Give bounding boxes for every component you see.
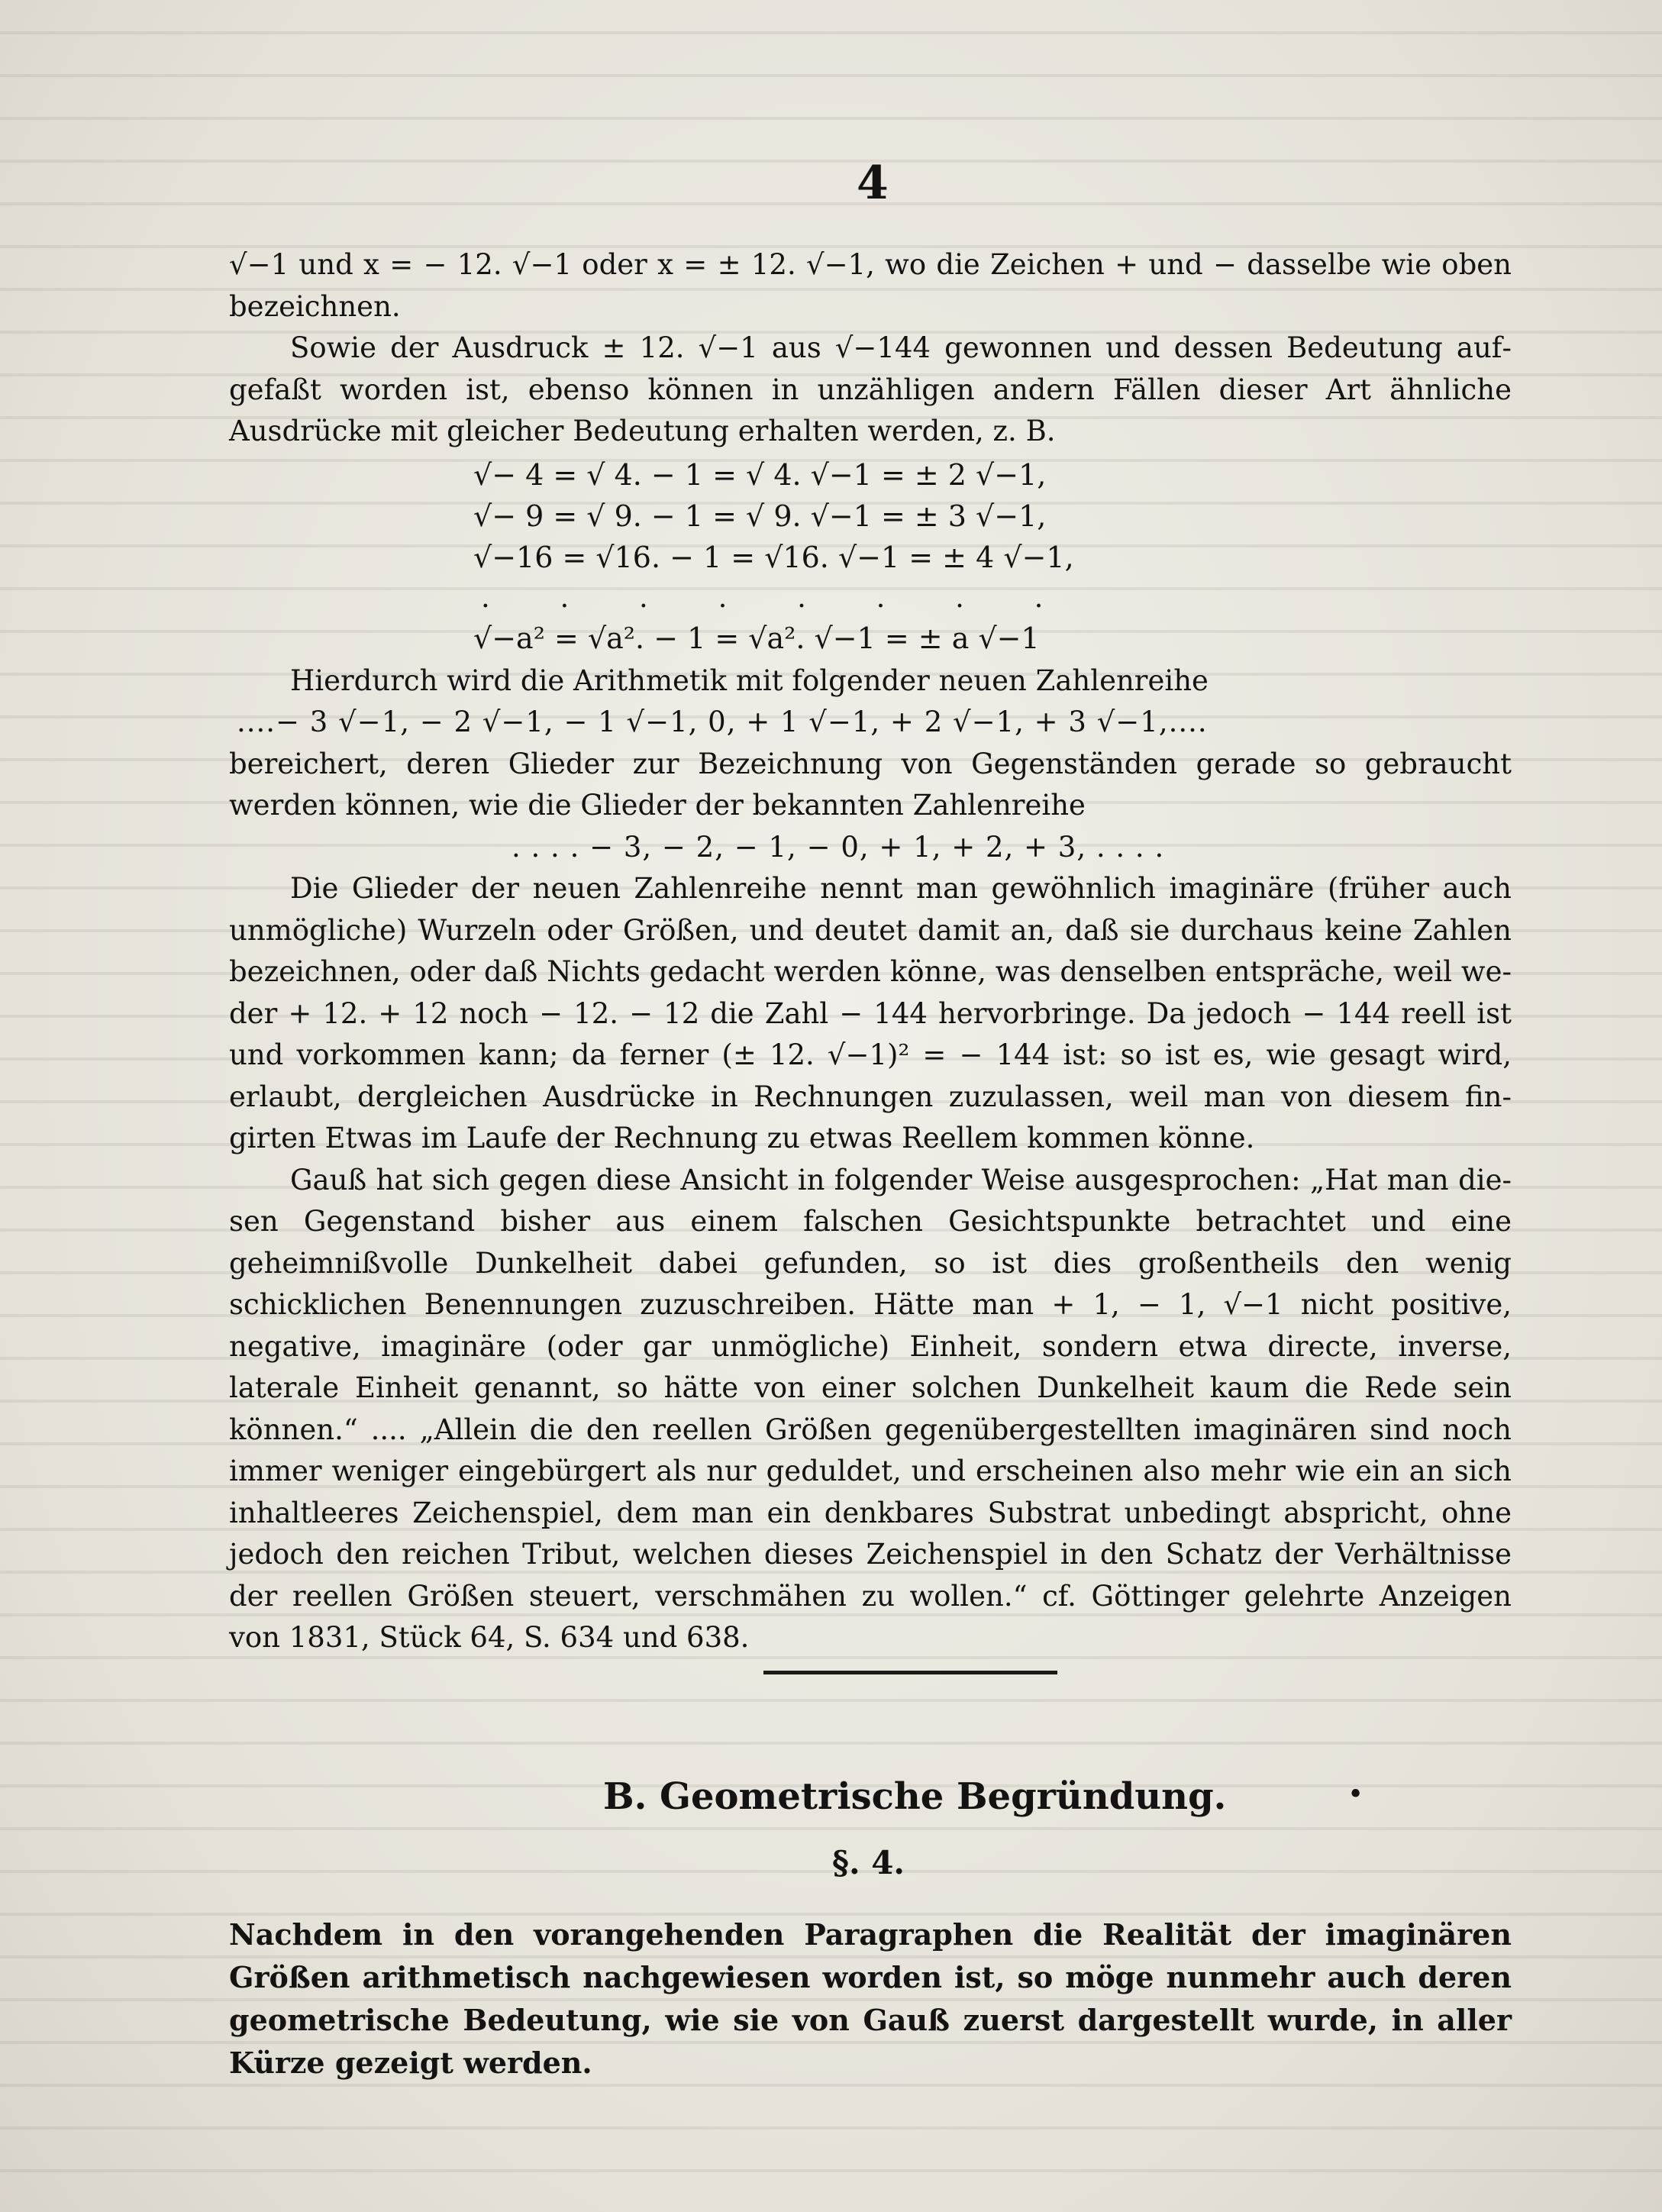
body-text: [229, 244, 1512, 1659]
real-number-series: . . . . − 3, − 2, − 1, − 0, + 1, + 2, + 3, . . . .: [512, 830, 1165, 864]
hierdurch-paragraph: Hierdurch wird die Arithmetik mit folgender neuen Zahlenreihe: [290, 664, 1209, 697]
imaginary-number-series: ....− 3 √−1, − 2 √−1, − 1 √−1, 0, + 1 √−1, + 2 √−1, + 3 √−1,....: [237, 706, 1208, 738]
equation-block: [473, 454, 1512, 578]
equation-line: √−16 = √16. − 1 = √16. √−1 = ± 4 √−1,: [473, 540, 1074, 574]
bullet-mark: •: [1347, 1779, 1364, 1810]
glieder-paragraph: Die Glieder der neuen Zahlenreihe nennt man gewöhnlich imaginäre (früher auch unmögliche) Wurzeln oder Größen, und deutet damit an, daß sie durchaus keine Zahlen bezeichnen, oder daß Nichts gedacht werden könne, was denselben entspräche, weil weder + 12. + 12 noch − 12. − 12 die Zahl − 144 hervorbringe. Da jedoch − 144 reell ist und vorkommen kann; da ferner (± 12. √−1)² = − 144 ist: so ist es, wie gesagt wird, erlaubt, dergleichen Ausdrücke in Rechnungen zuzulassen, weil man von diesem fingirten Etwas im Laufe der Rechnung zu etwas Reellem kommen könne.: [229, 872, 1512, 1154]
section-divider: [763, 1671, 1057, 1674]
page-number: 4: [857, 157, 889, 210]
equation-ellipsis: . . . . . . . .: [481, 580, 1074, 614]
general-equation: √−a² = √a². − 1 = √a². √−1 = ± a √−1: [473, 621, 1040, 655]
paragraph-number: §. 4.: [832, 1844, 905, 1881]
equation-line: √− 9 = √ 9. − 1 = √ 9. √−1 = ± 3 √−1,: [473, 499, 1047, 533]
gauss-quote-paragraph: Gauß hat sich gegen diese Ansicht in folgender Weise ausgesprochen: „Hat man diesen Gegenstand bisher aus einem falschen Gesichtspunkte betrachtet und eine geheimnißvolle Dunkelheit dabei gefunden, so ist dies großentheils den wenig schicklichen Benennungen zuzuschreiben. Hätte man + 1, − 1, √−1 nicht positive, negative, imaginäre (oder gar unmögliche) Einheit, sondern etwa directe, inverse, laterale Einheit genannt, so hätte von einer solchen Dunkelheit kaum die Rede sein können.“ .... „Allein die den reellen Größen gegenübergestellten imaginären sind noch immer weniger eingebürgert als nur geduldet, und erscheinen also mehr wie ein an sich inhaltleeres Zeichenspiel, dem man ein denkbares Substrat unbedingt abspricht, ohne jedoch den reichen Tribut, welchen dieses Zeichenspiel in den Schatz der Verhältnisse der reellen Größen steuert, verschmähen zu wollen.“ cf. Göttinger gelehrte Anzeigen von 1831, Stück 64, S. 634 und 638.: [229, 1163, 1512, 1654]
sowie-paragraph: Sowie der Ausdruck ± 12. √−1 aus √−144 gewonnen und dessen Bedeutung aufgefaßt worden ist, ebenso können in unzähligen andern Fällen dieser Art ähnliche Ausdrücke mit gleicher Bedeutung erhalten werden, z. B.: [229, 331, 1512, 447]
intro-paragraph: √−1 und x = − 12. √−1 oder x = ± 12. √−1, wo die Zeichen + und − dasselbe wie oben bezeichnen.: [229, 248, 1512, 323]
section-heading: B. Geometrische Begründung.: [603, 1775, 1227, 1818]
equation-line: √− 4 = √ 4. − 1 = √ 4. √−1 = ± 2 √−1,: [473, 457, 1047, 492]
bereichert-paragraph: bereichert, deren Glieder zur Bezeichnung von Gegenständen gerade so gebraucht werden können, wie die Glieder der bekannten Zahlenreihe: [229, 747, 1512, 822]
section-intro-paragraph: Nachdem in den vorangehenden Paragraphen die Realität der imaginären Größen arithmetisch nachgewiesen worden ist, so möge nunmehr auch deren geometrische Bedeutung, wie sie von Gauß zuerst dargestellt wurde, in aller Kürze gezeigt werden.: [229, 1917, 1512, 2080]
